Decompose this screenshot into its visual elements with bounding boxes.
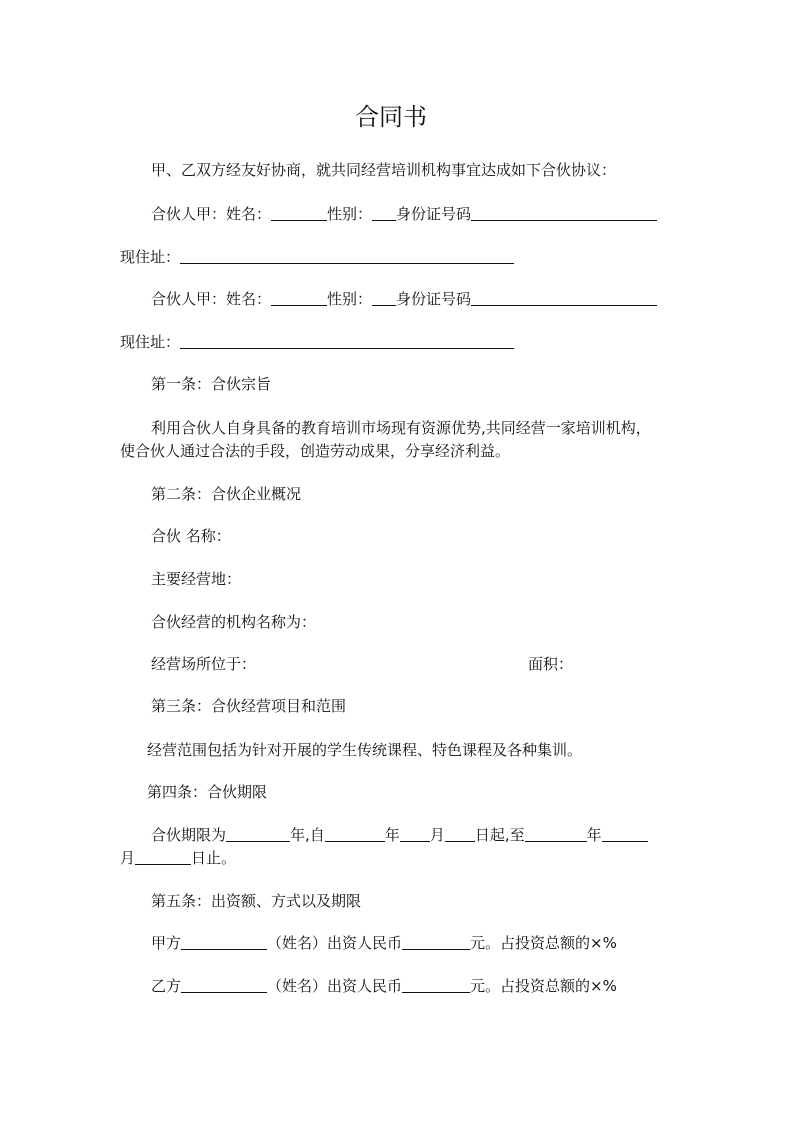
end-year-blank[interactable] xyxy=(525,825,587,842)
partner-1-row xyxy=(151,204,657,224)
partner-1-gender-blank[interactable] xyxy=(372,204,396,221)
party-b-yuan-text: 元。占投资总额的×% xyxy=(470,977,617,995)
partner-1-address-row xyxy=(120,247,514,267)
term-row-2 xyxy=(120,848,236,868)
article-3-heading: 第三条：合伙经营项目和范围 xyxy=(151,697,347,715)
term-years-blank[interactable] xyxy=(226,825,290,842)
start-year-label: 年 xyxy=(384,826,400,844)
partner-2-gender-blank[interactable] xyxy=(372,289,396,306)
partner-1-name-blank[interactable] xyxy=(271,204,327,221)
partner-2-address-row xyxy=(120,332,514,352)
start-year-blank[interactable] xyxy=(325,825,385,842)
article-2-heading: 第二条：合伙企业概况 xyxy=(151,485,302,503)
partner-2-gender-label: 性别： xyxy=(327,290,373,308)
partnership-name-label: 合伙 名称： xyxy=(151,527,231,545)
party-a-name-blank[interactable] xyxy=(181,933,267,950)
partner-2-id-blank[interactable] xyxy=(471,289,657,306)
party-a-name-paren: （姓名）出资人民币 xyxy=(267,934,403,952)
partner-2-address-label: 现住址： xyxy=(120,333,181,351)
partner-2-row xyxy=(151,289,657,309)
partner-2-name-label: 合伙人甲：姓名： xyxy=(151,290,272,308)
partner-1-gender-label: 性别： xyxy=(327,205,373,223)
page-title: 合同书 xyxy=(355,103,427,131)
term-row-1 xyxy=(151,825,648,845)
article-1-heading: 第一条：合伙宗旨 xyxy=(151,375,272,393)
start-day-label: 日起,至 xyxy=(474,826,525,844)
end-day-label: 日止。 xyxy=(191,849,237,867)
area-label: 面积： xyxy=(528,655,574,673)
start-month-label: 月 xyxy=(429,826,445,844)
end-month-blank[interactable] xyxy=(602,825,648,842)
article-3-text: 经营范围包括为针对开展的学生传统课程、特色课程及各种集训。 xyxy=(147,741,583,759)
partner-2-name-blank[interactable] xyxy=(271,289,327,306)
party-a-contribution xyxy=(151,933,617,953)
party-b-name-blank[interactable] xyxy=(181,976,267,993)
term-prefix: 合伙期限为 xyxy=(151,826,227,844)
end-day-blank[interactable] xyxy=(135,848,191,865)
party-a-label: 甲方 xyxy=(151,934,182,952)
intro-paragraph: 甲、乙双方经友好协商，就共同经营培训机构事宜达成如下合伙协议： xyxy=(151,161,617,179)
party-b-amount-blank[interactable] xyxy=(402,976,470,993)
start-month-blank[interactable] xyxy=(400,825,430,842)
partner-2-id-label: 身份证号码 xyxy=(396,290,472,308)
party-b-name-paren: （姓名）出资人民币 xyxy=(267,977,403,995)
party-b-label: 乙方 xyxy=(151,977,182,995)
article-1-text-line-2: 使合伙人通过合法的手段，创造劳动成果，分享经济利益。 xyxy=(120,442,511,460)
partner-1-name-label: 合伙人甲：姓名： xyxy=(151,205,272,223)
partner-1-id-blank[interactable] xyxy=(471,204,657,221)
start-day-blank[interactable] xyxy=(445,825,475,842)
end-month-label: 月 xyxy=(120,849,136,867)
article-1-text-line-1: 利用合伙人自身具备的教育培训市场现有资源优势,共同经营一家培训机构， xyxy=(151,419,651,437)
end-year-label: 年 xyxy=(586,826,602,844)
party-a-yuan-text: 元。占投资总额的×% xyxy=(470,934,617,952)
location-label: 经营场所位于： xyxy=(151,655,257,673)
party-a-amount-blank[interactable] xyxy=(402,933,470,950)
partner-2-address-blank[interactable] xyxy=(180,332,514,349)
partner-1-address-label: 现住址： xyxy=(120,248,181,266)
article-4-heading: 第四条：合伙期限 xyxy=(147,783,268,801)
party-b-contribution xyxy=(151,976,617,996)
partner-1-id-label: 身份证号码 xyxy=(396,205,472,223)
article-5-heading: 第五条：出资额、方式以及期限 xyxy=(151,892,362,910)
term-year-from-label: 年,自 xyxy=(290,826,325,844)
org-name-label: 合伙经营的机构名称为： xyxy=(151,613,317,631)
main-place-label: 主要经营地： xyxy=(151,570,242,588)
partner-1-address-blank[interactable] xyxy=(180,247,514,264)
